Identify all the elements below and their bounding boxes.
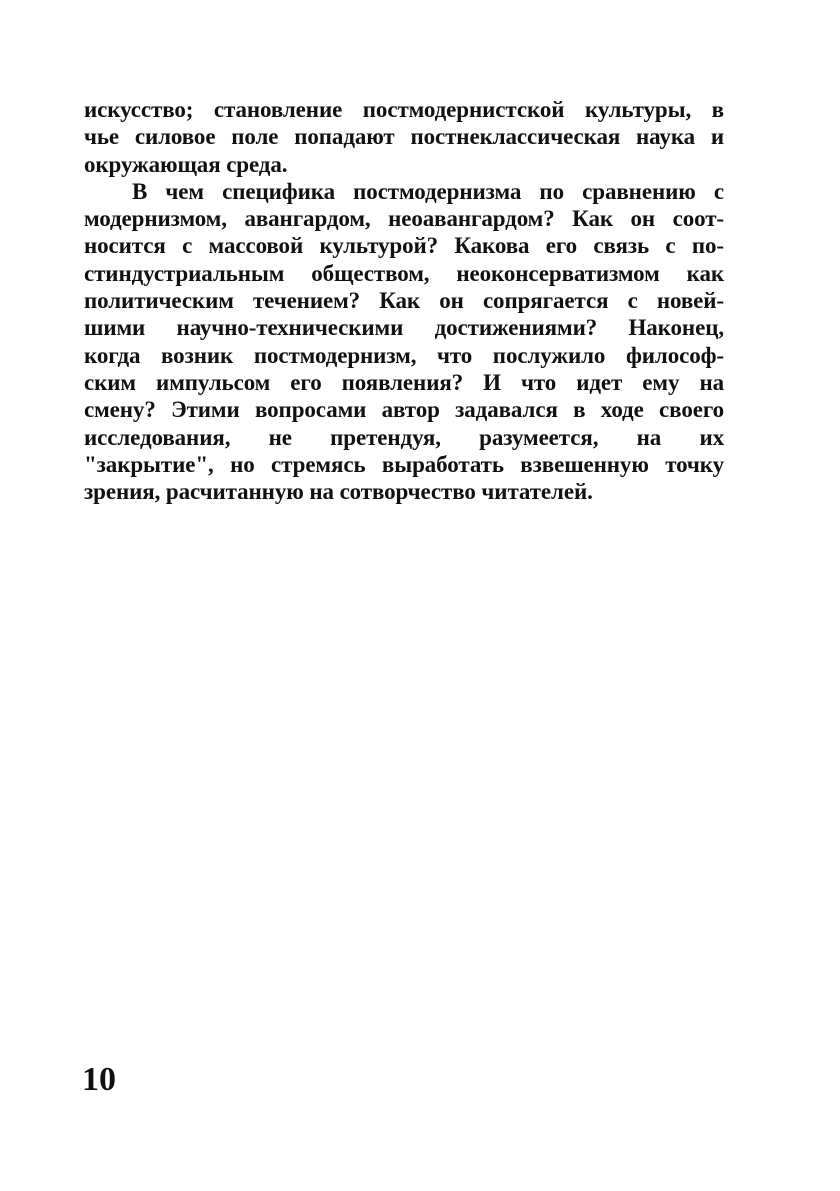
- text-line: исследования, не претендуя, разумеется, на их: [84, 424, 724, 450]
- text-line: окружающая среда.: [84, 151, 288, 177]
- text-line: зрения, расчитанную на сотворчество читателей.: [84, 479, 593, 505]
- text-line: шими научно-техническими достижениями? Наконец,: [84, 315, 724, 341]
- text-line: когда возник постмодернизм, что послужило философ-: [84, 342, 724, 368]
- paragraph-1: [84, 96, 724, 178]
- text-line: политическим течением? Как он сопрягается с новей-: [84, 288, 724, 314]
- text-line: стиндустриальным обществом, неоконсерватизмом как: [84, 260, 724, 286]
- text-line: В чем специфика постмодернизма по сравнению с: [132, 178, 724, 204]
- body-text: [84, 96, 724, 505]
- paragraph-2: [84, 178, 724, 506]
- text-line: чье силовое поле попадают постнеклассическая наука и: [84, 124, 724, 150]
- page-number: 10: [82, 1061, 116, 1098]
- text-line: носится с массовой культурой? Какова его связь с по-: [84, 233, 724, 259]
- text-line: "закрытие", но стремясь выработать взвешенную точку: [84, 451, 724, 477]
- text-line: ским импульсом его появления? И что идет ему на: [84, 369, 724, 395]
- text-line: модернизмом, авангардом, неоавангардом? Как он соот-: [84, 206, 724, 232]
- text-line: смену? Этими вопросами автор задавался в ходе своего: [84, 397, 724, 423]
- text-line: искусство; становление постмодернистской культуры, в: [84, 97, 724, 122]
